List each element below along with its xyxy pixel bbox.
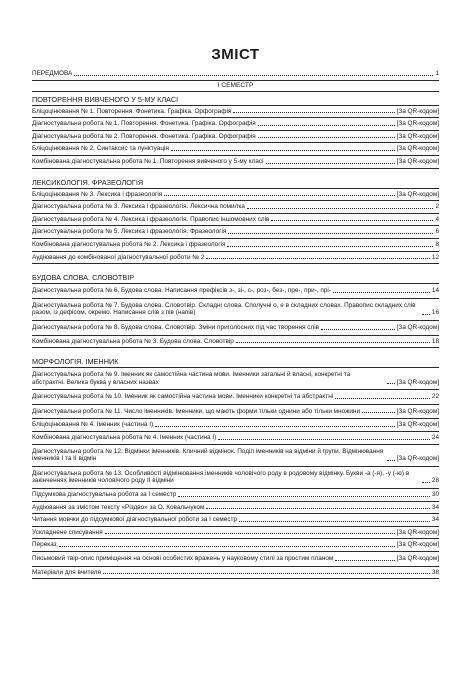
toc-entry-label: Комбінована діагностувальна робота № 4. Іменник (частина І) <box>32 434 217 442</box>
leader-dots <box>228 232 433 234</box>
toc-entry-label: Діагностувальна робота № 7. Будова слова. Словотвір. Складні слова. Сполучні о, е в складних словах. Правопис складних слів разом, із дефісом, окремо. Написання слів з пів (напів) <box>32 301 416 317</box>
toc-entry[interactable] <box>32 336 439 349</box>
toc-entry[interactable] <box>32 201 439 214</box>
toc-entry-page: 38 <box>431 568 439 576</box>
toc-entry-label: Бліцоцінювання № 2. Синтаксис та пунктуація <box>32 145 169 153</box>
toc-entry-page: [За QR-кодом] <box>396 120 439 128</box>
toc-entry-page: 24 <box>431 434 439 442</box>
toc-entry[interactable] <box>32 131 439 144</box>
toc-entry-label: Читання мовчки до підсумкової діагностувальної роботи за І семестр <box>32 516 238 524</box>
leader-dots <box>335 559 394 561</box>
toc-entry[interactable] <box>32 467 439 489</box>
toc-entry-page: 22 <box>431 393 439 401</box>
toc-entry[interactable] <box>32 368 439 390</box>
toc-sections <box>32 92 439 580</box>
toc-entry-page: 16 <box>431 309 439 317</box>
toc-entry-page: [За QR-кодом] <box>396 190 439 198</box>
toc-entry-page: 34 <box>431 503 439 511</box>
toc-entry[interactable] <box>32 539 439 552</box>
toc-entry[interactable] <box>32 239 439 252</box>
toc-entry-page: 30 <box>431 491 439 499</box>
leader-dots <box>105 532 395 534</box>
toc-entry-page: [За QR-кодом] <box>396 421 439 429</box>
page-title: ЗМІСТ <box>211 46 260 63</box>
toc-entry-page: [За QR-кодом] <box>396 555 439 562</box>
toc-entry-page: 34 <box>431 516 439 524</box>
toc-entry[interactable] <box>32 489 439 502</box>
leader-dots <box>333 291 430 293</box>
toc-entry-label: Матеріали для вчителя <box>32 568 101 576</box>
leader-dots <box>422 313 430 315</box>
toc-entry-label: Діагностувальна робота № 5. Лексика і фразеологія. Фразеологія <box>32 228 227 236</box>
toc-entry-label: Діагностувальна робота № 3. Лексика і фразеологія. Лексична помилка <box>32 203 245 211</box>
toc-entry-label: Діагностувальна робота № 8. Будова слова. Словотвір. Зміни приголосних під час творення слів <box>32 323 320 331</box>
toc-entry-label: Діагностувальна робота № 6. Будова слова. Написання префіксів з-, зі-, с-, роз-, без-, пре-, при-, прі- <box>32 287 331 295</box>
leader-dots <box>155 425 394 427</box>
toc-entry[interactable] <box>32 226 439 239</box>
toc-entry-label: Комбінована діагностувальна робота № 2. Лексика і фразеологія <box>32 240 226 248</box>
toc-entry[interactable] <box>32 252 439 265</box>
toc-entry-page: [За QR-кодом] <box>396 407 439 415</box>
toc-entry-label: Аудіювання за змістом тексту «Різдво» за О. Ковальчуком <box>32 503 205 511</box>
toc-entry[interactable] <box>32 527 439 540</box>
leader-dots <box>164 194 394 196</box>
section-heading: ЛЕКСИКОЛОГІЯ. ФРАЗЕОЛОГІЯ <box>32 173 439 189</box>
leader-dots <box>178 495 430 497</box>
leader-dots <box>321 328 395 330</box>
leader-dots <box>258 124 395 126</box>
toc-entry-page: 18 <box>431 337 439 345</box>
toc-entry-label: Діагностувальна робота № 2. Повторення. Фонетика. Графіка. Орфографія <box>32 132 256 140</box>
toc-entry[interactable] <box>32 419 439 432</box>
leader-dots <box>103 572 430 574</box>
leader-dots <box>266 162 395 164</box>
leader-dots <box>236 341 430 343</box>
toc-entry-label: Діагностувальна робота № 10. Іменник як самостійна частина мови. Іменники конкретні та абстрактні <box>32 393 334 401</box>
toc-entry[interactable] <box>32 156 439 169</box>
semester-heading: I СЕМЕСТР <box>32 81 439 92</box>
toc-entry-label: Діагностувальна робота № 12. Відмінки іменників. Кличний відмінок. Поділ іменників на відміни й групи. Відмінювання іменників І та ІІ відмін <box>32 447 384 463</box>
toc-entry-page: 12 <box>431 253 439 261</box>
toc-entry-label: Діагностувальна робота № 1. Повторення. Фонетика. Графіка. Орфографія <box>32 120 256 128</box>
toc-entry-label: Діагностувальна робота № 9. Іменник як самостійна частина мови. Іменники загальні й власні, конкретні та абстрактні. Велика буква у власних назвах <box>32 371 351 386</box>
toc-entry-page: [За QR-кодом] <box>396 132 439 140</box>
toc-entry-label: Переказ <box>32 541 57 549</box>
toc-entry[interactable] <box>32 143 439 156</box>
toc-entry[interactable] <box>32 214 439 227</box>
leader-dots <box>387 459 395 461</box>
toc-entry-label: Ускладнене списування <box>32 528 103 536</box>
toc-entry[interactable] <box>32 567 439 580</box>
toc-entry-label: Комбінована діагностувальна робота № 1. Повторення вивченого у 5-му класі <box>32 157 264 165</box>
toc-entry[interactable] <box>32 106 439 119</box>
leader-dots <box>422 481 430 483</box>
toc-entry[interactable] <box>32 405 439 420</box>
toc-entry[interactable] <box>32 189 439 202</box>
section-heading: МОРФОЛОГІЯ. ІМЕННИК <box>32 352 439 368</box>
toc-entry-label: Діагностувальна робота № 13. Особливості відмінювання іменників чоловічого роду в родовому відмінку. Букви -а (-я), -у (-ю) в закінченнях іменників чоловічого роду ІІ відміни <box>32 469 410 485</box>
toc-entry[interactable] <box>32 284 439 299</box>
toc-entry-label: Діагностувальна робота № 11. Число іменників. Іменники, що мають форми тільки однини або тільки множини <box>32 407 361 415</box>
leader-dots <box>233 111 394 113</box>
toc-entry-label: ПЕРЕДМОВА <box>32 70 73 77</box>
toc-entry-page: [За QR-кодом] <box>396 157 439 165</box>
toc-entry[interactable] <box>32 390 439 405</box>
toc-entry[interactable] <box>32 432 439 445</box>
toc-entry-page: [За QR-кодом] <box>396 323 439 331</box>
toc-entry-label: Бліцоцінювання № 1. Повторення. Фонетика. Графіка. Орфографія <box>32 107 232 115</box>
toc-entry-label: Аудіювання до комбінованої діагностувальної роботи № 2 <box>32 253 205 261</box>
leader-dots <box>218 438 430 440</box>
toc-entry-page: 4 <box>435 215 439 223</box>
section-heading: ПОВТОРЕННЯ ВИВЧЕНОГО У 5-МУ КЛАСІ <box>32 92 439 106</box>
table-of-contents <box>32 68 439 579</box>
toc-entry-page: 6 <box>435 228 439 236</box>
toc-entry-page: 14 <box>431 287 439 295</box>
toc-entry-preface[interactable] <box>32 68 439 81</box>
toc-entry-label: Бліцоцінювання № 3. Лексика і фразеологія <box>32 190 163 198</box>
toc-entry-page: 2 <box>435 203 439 211</box>
toc-entry-page: [За QR-кодом] <box>396 107 439 115</box>
toc-entry[interactable] <box>32 552 439 567</box>
toc-entry[interactable] <box>32 514 439 527</box>
leader-dots <box>387 382 395 384</box>
toc-entry-page: [За QR-кодом] <box>396 145 439 153</box>
toc-entry-page: [За QR-кодом] <box>396 528 439 536</box>
toc-entry-page: [За QR-кодом] <box>396 378 439 386</box>
leader-dots <box>247 207 434 209</box>
toc-page <box>0 46 469 696</box>
toc-entry-page: 8 <box>435 240 439 248</box>
leader-dots <box>271 219 433 221</box>
toc-entry[interactable] <box>32 502 439 515</box>
leader-dots <box>362 411 395 413</box>
toc-entry-label: Письмовий твір-опис приміщення на основі особистих вражень у науковому стилі за простим планом <box>32 555 334 562</box>
toc-entry[interactable] <box>32 445 439 467</box>
leader-dots <box>227 245 433 247</box>
toc-entry[interactable] <box>32 321 439 336</box>
toc-entry[interactable] <box>32 118 439 131</box>
toc-entry-page: 28 <box>431 477 439 485</box>
toc-entry-page: [За QR-кодом] <box>396 455 439 463</box>
toc-entry-label: Підсумкова діагностувальна робота за І семестр <box>32 491 177 499</box>
leader-dots <box>258 136 395 138</box>
leader-dots <box>74 74 433 76</box>
toc-entry-page: [За QR-кодом] <box>396 541 439 549</box>
toc-entry-label: Діагностувальна робота № 4. Лексика і фразеологія. Правопис іншомовних слів <box>32 215 270 223</box>
leader-dots <box>335 397 430 399</box>
leader-dots <box>206 257 429 259</box>
toc-entry[interactable] <box>32 299 439 321</box>
toc-entry-label: Комбінована діагностувальна робота № 3. Будова слова. Словотвір <box>32 337 234 345</box>
toc-entry-page: 1 <box>435 70 439 77</box>
leader-dots <box>171 149 395 151</box>
leader-dots <box>59 545 395 547</box>
leader-dots <box>206 507 430 509</box>
leader-dots <box>239 520 430 522</box>
section-heading: БУДОВА СЛОВА. СЛОВОТВІР <box>32 268 439 284</box>
toc-entry-label: Бліцоцінювання № 4. Іменник (частина І) <box>32 421 154 429</box>
